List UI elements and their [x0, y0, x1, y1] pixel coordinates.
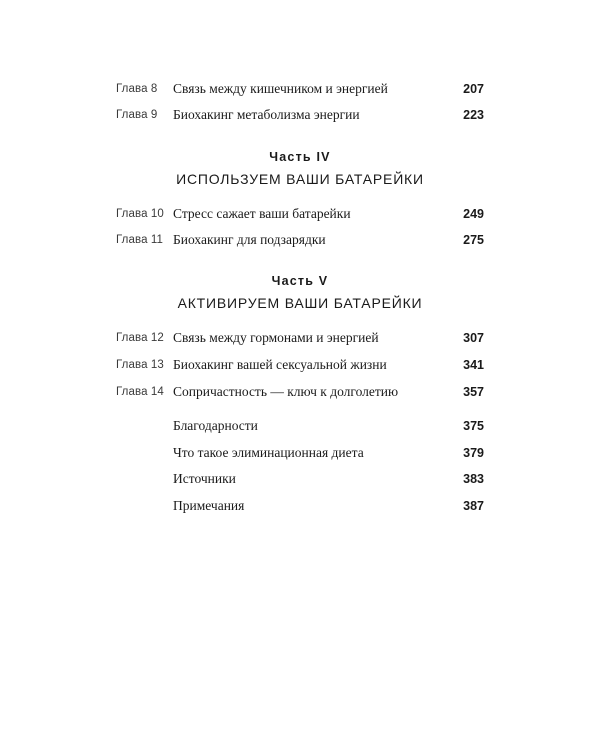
part-5-title: АКТИВИРУЕМ ВАШИ БАТАРЕЙКИ: [177, 295, 423, 311]
page-number: 387: [463, 499, 484, 513]
part-4-title: ИСПОЛЬЗУЕМ ВАШИ БАТАРЕЙКИ: [176, 171, 424, 187]
section-title: Примечания: [173, 498, 245, 513]
chapter-title: Биохакинг для подзарядки: [173, 232, 326, 247]
chapter-title: Связь между кишечником и энергией: [173, 81, 388, 96]
page-number: 275: [463, 233, 484, 247]
page-number: 207: [463, 82, 484, 96]
page-number: 379: [463, 446, 484, 460]
toc-entry-chapter-14[interactable]: [116, 382, 484, 402]
page-number: 357: [463, 385, 484, 399]
page-number: 341: [463, 358, 484, 372]
chapter-title: Биохакинг вашей сексуальной жизни: [173, 357, 387, 372]
toc-entry-chapter-8[interactable]: [116, 79, 484, 99]
chapter-label: Глава 14: [116, 386, 164, 398]
toc-entry-sources[interactable]: [116, 469, 484, 489]
toc-entry-chapter-11[interactable]: [116, 230, 484, 250]
page-number: 383: [463, 472, 484, 486]
toc-entry-elimination-diet[interactable]: [116, 443, 484, 463]
page-number: 249: [463, 207, 484, 221]
page-number: 375: [463, 419, 484, 433]
toc-entry-acknowledgements[interactable]: [116, 416, 484, 436]
toc-entry-chapter-9[interactable]: [116, 105, 484, 125]
page-number: 223: [463, 108, 484, 122]
chapter-title: Стресс сажает ваши батарейки: [173, 206, 351, 221]
section-title: Источники: [173, 471, 236, 486]
chapter-label: Глава 9: [116, 109, 158, 121]
chapter-label: Глава 8: [116, 83, 158, 95]
chapter-label: Глава 10: [116, 208, 164, 220]
chapter-title: Биохакинг метаболизма энергии: [173, 107, 360, 122]
toc-entry-chapter-12[interactable]: [116, 328, 484, 348]
chapter-title: Сопричастность — ключ к долголетию: [173, 384, 399, 399]
part-4-number: Часть IV: [269, 150, 331, 164]
section-title: Благодарности: [173, 418, 258, 433]
toc-entry-notes[interactable]: [116, 496, 484, 516]
chapter-label: Глава 11: [116, 234, 163, 246]
toc-entry-chapter-13[interactable]: [116, 355, 484, 375]
chapter-title: Связь между гормонами и энергией: [173, 330, 379, 345]
part-5-number: Часть V: [271, 274, 329, 288]
toc-entry-chapter-10[interactable]: [116, 204, 484, 224]
chapter-label: Глава 12: [116, 332, 164, 344]
section-title: Что такое элиминационная диета: [173, 445, 364, 460]
chapter-label: Глава 13: [116, 359, 164, 371]
page-number: 307: [463, 331, 484, 345]
